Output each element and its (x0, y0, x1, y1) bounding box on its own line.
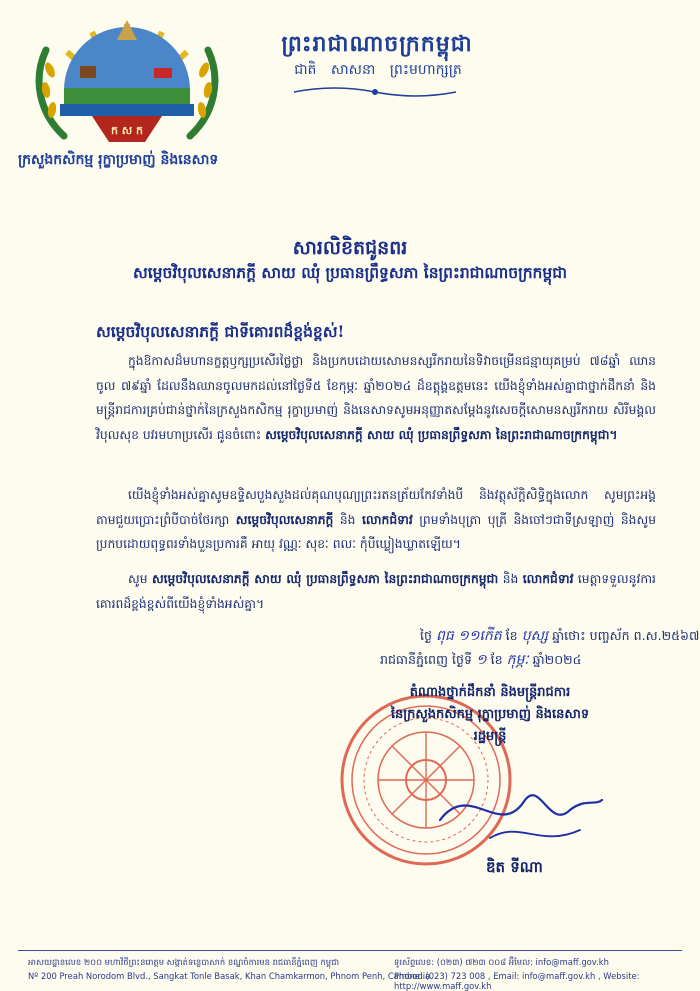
signatory-title (340, 682, 640, 748)
letter-title: សារលិខិតជូនពរ (292, 237, 408, 259)
logo-lettering: ក ស ក (110, 124, 144, 137)
solar-date-handwritten-day: ១ (475, 652, 487, 668)
salutation: សម្តេចវិបុលសេនាភក្តី ជាទីគោរពដ៏ខ្ពង់ខ្ពស់! (96, 322, 345, 341)
footer-divider (18, 950, 682, 951)
footer-address-en: Nº 200 Preah Norodom Blvd., Sangkat Tonle Basak, Khan Chamkarmon, Phnom Penh, Cambodia (28, 971, 431, 981)
handwritten-signature (430, 760, 610, 850)
footer-contact-km: ទូរស័ព្ទលេខ: (០២៣) ៧២៣ ០០៨ អ៊ីមែល: info@maff.gov.kh (394, 957, 609, 967)
solar-date-prefix: រាជធានីភ្នំពេញ ថ្ងៃទី (380, 652, 472, 667)
paragraph-1-text: ក្នុងឱកាសដ៏មហានក្ខត្តឫក្សប្រសើរថ្លៃថ្លា និងប្រកបដោយសោមនស្សរីករាយនៃទិវាចម្រើនជន្មាយុគម្រប់ ៧៨ឆ្នាំ ឈានចូល ៧៩ឆ្នាំ ដែលនឹងឈានចូលមកដល់នៅថ្ងៃទី៥ ខែកុម្ភៈ ឆ្នាំ២០២៤ ដ៏ឧត្តុង្គឧត្តមនេះ យើងខ្ញុំទាំងអស់គ្នាជាថ្នាក់ដឹកនាំ និងមន្ត្រីរាជការគ្រប់ជាន់ថ្នាក់នៃក្រសួងកសិកម្ម រុក្ខាប្រមាញ់ និងនេសាទសូមអនុញ្ញាតសម្តែងនូវសេចក្តីសោមនស្សរីករាយ សិរីមង្គល វិបុលសុខ បវរមហាប្រសើរ ជូនចំពោះ (96, 354, 656, 442)
letter-subtitle: សម្តេចវិបុលសេនាភក្តី សាយ ឈុំ ប្រធានព្រឹទ្ធសភា នៃព្រះរាជាណាចក្រកម្ពុជា (133, 263, 567, 282)
paragraph-2-emphasis-2: លោកជំទាវ (362, 512, 413, 527)
lunar-date-handwritten-day: ពុធ ១១កើត (436, 628, 502, 644)
lunar-date-prefix: ថ្ងៃ (420, 628, 432, 643)
lunar-date (420, 626, 699, 647)
paragraph-2 (96, 483, 656, 557)
footer-address-km: អាសយដ្ឋានលេខ ២០០ មហាវិថីព្រះនរោត្តម សង្កាត់ទន្លេបាសាក់ ខណ្ឌចំការមន រាជធានីភ្នំពេញ កម្ពុជា (28, 957, 340, 967)
paragraph-3-conj: និង (502, 572, 519, 586)
paragraph-2-emphasis-1: សម្តេចវិបុលសេនាភក្តី (235, 512, 334, 527)
ministry-logo (22, 10, 232, 150)
signatory-title-line-3: រដ្ឋមន្ត្រី (473, 729, 507, 744)
solar-date-suffix: ឆ្នាំ២០២៤ (532, 652, 582, 667)
paragraph-1-emphasis: សម្តេចវិបុលសេនាភក្តី សាយ ឈុំ ប្រធានព្រឹទ្ធសភា នៃព្រះរាជាណាចក្រកម្ពុជា។ (265, 427, 618, 442)
lunar-date-suffix: ឆ្នាំថោះ បញ្ចស័ក ព.ស.២៥៦៧ (552, 628, 700, 643)
solar-date-month-label: ខែ (490, 652, 503, 667)
paragraph-2-text-end: ព្រមទាំងបុត្រា បុត្រី និងចៅៗជាទីស្រឡាញ់ និងសូមប្រកបដោយពុទ្ធពរទាំងបួនប្រការគឺ អាយុ វណ្ណៈ សុខៈ ពលៈ កុំបីឃ្លៀងឃ្លាតឡើយ។ (96, 512, 657, 551)
footer-contact-en: Phone: (023) 723 008 , Email: info@maff.gov.kh , Website: http://www.maff.gov.kh (394, 971, 640, 991)
national-motto: ជាតិ សាសនា ព្រះមហាក្សត្រ (294, 62, 462, 78)
kingdom-name: ព្រះរាជាណាចក្រកម្ពុជា (281, 31, 473, 57)
paragraph-3-text: សូម (128, 572, 148, 586)
solar-date-handwritten-month: កុម្ភៈ (506, 652, 529, 668)
paragraph-2-text: យើងខ្ញុំទាំងអស់គ្នាសូមឧទ្ទិសបួងសួងដល់គុណបុណ្យព្រះរតនត្រ័យកែវទាំងបី និងវត្ថុស័ក្តិសិទ្ធិក្នុងលោក សូមព្រះអង្គតាមជួយប្រោះព្រំបីបាច់ថែរក្សា (96, 488, 656, 527)
solar-date (380, 650, 582, 671)
paragraph-3-text-end: មេត្តាទទួលនូវការគោរពដ៏ខ្ពង់ខ្ពស់ពីយើងខ្ញុំទាំងអស់គ្នា។ (96, 572, 656, 611)
lunar-date-handwritten-month: បុស្ស (521, 628, 549, 644)
paragraph-3-emphasis-1: សម្តេចវិបុលសេនាភក្តី សាយ ឈុំ ប្រធានព្រឹទ្ធសភា នៃព្រះរាជាណាចក្រកម្ពុជា (151, 572, 499, 586)
paragraph-3-emphasis-2: លោកជំទាវ (522, 572, 574, 586)
paragraph-1 (96, 349, 656, 447)
signatory-title-line-1: តំណាងថ្នាក់ដឹកនាំ និងមន្ត្រីរាជការ (409, 685, 571, 700)
paragraph-3 (96, 567, 656, 616)
signer-name: ឌិត ទីណា (486, 858, 543, 876)
ministry-name: ក្រសួងកសិកម្ម រុក្ខាប្រមាញ់ និងនេសាទ (18, 152, 219, 168)
lunar-date-month-label: ខែ (505, 628, 518, 643)
signatory-title-line-2: នៃក្រសួងកសិកម្ម រុក្ខាប្រមាញ់ និងនេសាទ (390, 707, 590, 722)
ornament-divider (290, 84, 460, 100)
paragraph-2-conj: និង (339, 512, 356, 527)
